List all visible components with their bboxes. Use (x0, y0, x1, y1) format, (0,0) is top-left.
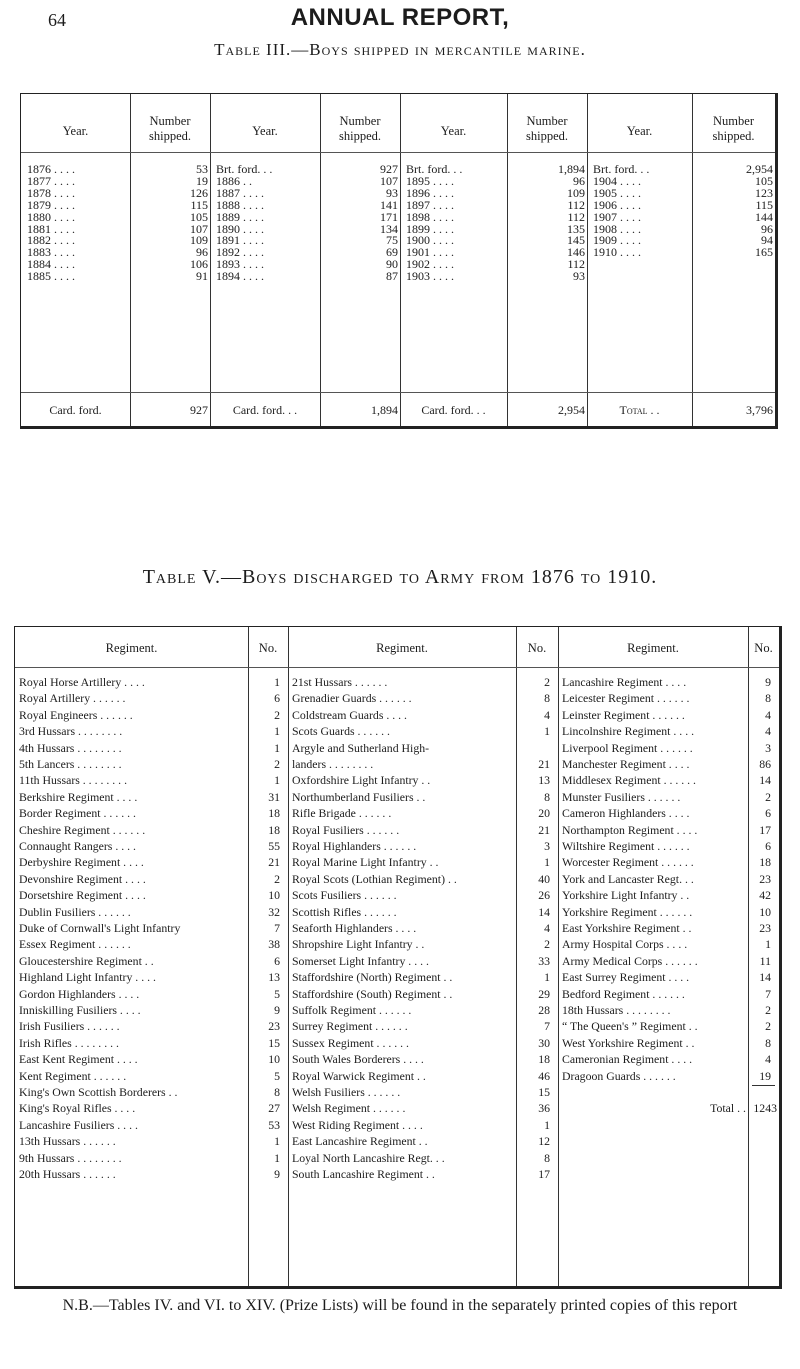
table5-regiment-cell: 21st Hussars . . . . . . (292, 675, 388, 689)
table5-regiment-cell: Irish Fusiliers . . . . . . (19, 1019, 120, 1034)
table5-regiment-cell: Royal Scots (Lothian Regiment) . . (292, 871, 457, 886)
table5-regiment-cell: 5th Lancers . . . . . . . . (19, 757, 122, 771)
table5-regiment-cell: Staffordshire (North) Regiment . . (292, 970, 453, 985)
table5-count-cell: 1 (544, 855, 550, 870)
table5-regiment-cell: Lancashire Regiment . . . . (562, 675, 687, 689)
table3-number-cell: 115 (190, 197, 208, 212)
table5-regiment-cell: Liverpool Regiment . . . . . . (562, 740, 693, 755)
table5-count-cell: 3 (544, 839, 550, 853)
table3-year-cell: 1894 . . . . (216, 269, 264, 284)
table5-count-cell: 21 (538, 822, 550, 837)
table5-regiment-cell: Lancashire Fusiliers . . . . (19, 1117, 138, 1132)
table3-year-cell: 1906 . . . . (593, 197, 641, 212)
table5-count-cell: 15 (268, 1035, 280, 1050)
table5-regiment-cell: Scots Guards . . . . . . (292, 724, 390, 739)
table5-count-cell: 10 (268, 1052, 280, 1067)
table3-number-cell: 123 (755, 185, 773, 200)
table3-number-cell: 109 (190, 233, 208, 248)
table5-regiment-cell: Welsh Fusiliers . . . . . . (292, 1085, 401, 1099)
table5-regiment-cell: East Kent Regiment . . . . (19, 1052, 138, 1067)
table3-year-cell: 1891 . . . . (216, 233, 264, 248)
table5-regiment-cell: Gordon Highlanders . . . . (19, 986, 140, 1001)
table5-regiment-cell: Northampton Regiment . . . . (562, 822, 698, 837)
table3-year-cell: 1888 . . . . (216, 197, 264, 212)
table3-number-cell: 90 (386, 257, 398, 272)
table3-year-cell: 1899 . . . . (406, 221, 454, 236)
table5-regiment-cell: East Surrey Regiment . . . . (562, 970, 690, 985)
table3-total-label: Card. ford. . . (232, 403, 298, 417)
table5-regiment-cell: Army Hospital Corps . . . . (562, 937, 688, 952)
table5-regiment-cell: landers . . . . . . . . (292, 757, 374, 771)
table3-total-label: Card. ford. (49, 403, 102, 417)
table5-regiment-cell: Irish Rifles . . . . . . . . (19, 1035, 119, 1050)
table5-count-cell: 42 (759, 888, 771, 903)
table3-number-cell: 75 (386, 233, 398, 248)
table5-count-cell: 6 (765, 806, 771, 821)
table3-number-cell: 96 (573, 173, 585, 188)
table5-regiment-cell: Royal Warwick Regiment . . (292, 1068, 426, 1083)
table3-column-rule (692, 94, 693, 426)
table3-header-number: Number shipped. (338, 114, 381, 143)
table3-total-number: 1,894 (371, 403, 398, 417)
table5-count-cell: 6 (274, 691, 280, 706)
table5-regiment-cell: 9th Hussars . . . . . . . . (19, 1150, 122, 1165)
table5-regiment-cell: Suffolk Regiment . . . . . . (292, 1003, 412, 1017)
table5-count-cell: 5 (274, 986, 280, 1001)
table5-count-cell: 2 (274, 871, 280, 886)
table5-count-cell: 4 (765, 724, 771, 739)
table5-regiment-cell: Royal Engineers . . . . . . (19, 707, 133, 722)
table5-count-cell: 6 (274, 953, 280, 968)
table5-army-discharges (14, 626, 782, 1289)
table5-regiment-cell: West Yorkshire Regiment . . (562, 1035, 695, 1050)
table5-count-cell: 18 (759, 855, 771, 870)
table3-number-cell: 145 (567, 233, 585, 248)
table3-number-cell: 53 (196, 162, 208, 176)
table5-regiment-cell: Cheshire Regiment . . . . . . (19, 822, 146, 837)
table5-regiment-cell: Royal Highlanders . . . . . . (292, 839, 417, 853)
table5-count-cell: 2 (765, 1003, 771, 1017)
table3-year-cell: 1876 . . . . (27, 162, 75, 176)
table3-number-cell: 96 (196, 245, 208, 260)
table3-caption: Table III.—Boys shipped in mercantile marine. (214, 40, 586, 59)
table3-number-cell: 93 (573, 269, 585, 284)
table3-column-rule (587, 94, 588, 426)
table5-regiment-cell: Royal Horse Artillery . . . . (19, 675, 145, 689)
table5-count-cell: 21 (538, 757, 550, 771)
table3-number-cell: 112 (567, 209, 585, 224)
table5-column-rule (558, 627, 559, 1286)
table3-year-cell: Brt. ford. . . (593, 162, 650, 176)
table5-count-cell: 17 (538, 1167, 550, 1181)
table3-number-cell: 94 (761, 233, 773, 248)
table5-regiment-cell: Wiltshire Regiment . . . . . . (562, 839, 690, 853)
table3-year-cell: 1904 . . . . (593, 173, 641, 188)
table5-regiment-cell: Dublin Fusiliers . . . . . . (19, 904, 131, 919)
table3-year-cell: 1898 . . . . (406, 209, 454, 224)
table3-year-cell: 1890 . . . . (216, 221, 264, 236)
table5-count-cell: 8 (274, 1085, 280, 1099)
table5-regiment-cell: King's Own Scottish Borderers . . (19, 1085, 178, 1099)
table5-regiment-cell: Yorkshire Regiment . . . . . . (562, 904, 693, 919)
table5-count-cell: 29 (538, 986, 550, 1001)
table5-count-cell: 2 (765, 1019, 771, 1034)
table3-number-cell: 106 (190, 257, 208, 272)
table5-count-cell: 4 (765, 1052, 771, 1067)
page-number: 64 (48, 10, 66, 30)
table5-regiment-cell: Seaforth Highlanders . . . . (292, 921, 417, 935)
table5-count-cell: 36 (538, 1101, 550, 1116)
table5-count-cell: 20 (538, 806, 550, 821)
table3-year-cell: 1908 . . . . (593, 221, 641, 236)
table3-number-cell: 126 (190, 185, 208, 200)
table3-year-cell: 1885 . . . . (27, 269, 75, 284)
table5-count-cell: 18 (538, 1052, 550, 1067)
table3-year-cell: 1881 . . . . (27, 221, 75, 236)
table5-header-rule (15, 667, 779, 668)
table3-number-cell: 69 (386, 245, 398, 260)
table5-count-cell: 7 (274, 921, 280, 935)
table5-regiment-cell: 18th Hussars . . . . . . . . (562, 1003, 671, 1017)
table5-regiment-cell: Northumberland Fusiliers . . (292, 789, 426, 804)
table5-regiment-cell: Connaught Rangers . . . . (19, 839, 136, 853)
table5-count-cell: 4 (544, 707, 550, 722)
table3-year-cell: 1900 . . . . (406, 233, 454, 248)
table3-year-cell: 1880 . . . . (27, 209, 75, 224)
table5-regiment-cell: West Riding Regiment . . . . (292, 1117, 423, 1132)
table5-count-cell: 2 (765, 789, 771, 804)
table3-header-rule (21, 152, 775, 153)
table3-number-cell: 105 (755, 173, 773, 188)
table5-regiment-cell: South Lancashire Regiment . . (292, 1167, 435, 1181)
table5-count-cell: 1 (544, 970, 550, 985)
table5-count-cell: 13 (268, 970, 280, 985)
table5-regiment-cell: Inniskilling Fusiliers . . . . (19, 1003, 141, 1017)
table3-number-cell: 87 (386, 269, 398, 284)
table5-count-cell: 6 (765, 839, 771, 853)
table3-number-cell: 144 (755, 209, 773, 224)
table5-count-cell: 8 (544, 1150, 550, 1165)
table3-header-year: Year. (440, 124, 467, 138)
table3-year-cell: 1909 . . . . (593, 233, 641, 248)
table5-count-cell: 27 (268, 1101, 280, 1116)
table5-count-cell: 4 (765, 707, 771, 722)
table5-count-cell: 30 (538, 1035, 550, 1050)
table5-count-cell: 1 (544, 1117, 550, 1132)
table5-regiment-cell: King's Royal Rifles . . . . (19, 1101, 136, 1116)
table5-count-cell: 11 (759, 953, 771, 968)
table3-number-cell: 1,894 (558, 162, 585, 176)
table5-count-cell: 15 (538, 1085, 550, 1099)
table3-year-cell: 1884 . . . . (27, 257, 75, 272)
table5-count-cell: 21 (268, 855, 280, 870)
table5-regiment-cell: Kent Regiment . . . . . . (19, 1068, 127, 1083)
table3-number-cell: 112 (567, 257, 585, 272)
table3-number-cell: 927 (380, 162, 398, 176)
table5-regiment-cell: Staffordshire (South) Regiment . . (292, 986, 453, 1001)
table5-count-cell: 46 (538, 1068, 550, 1083)
table3-number-cell: 105 (190, 209, 208, 224)
table3-year-cell: 1903 . . . . (406, 269, 454, 284)
table5-regiment-cell: Border Regiment . . . . . . (19, 806, 136, 821)
table3-mercantile-marine (20, 93, 778, 429)
table5-regiment-cell: Dragoon Guards . . . . . . (562, 1068, 676, 1083)
table5-total-rule (752, 1085, 775, 1086)
table5-count-cell: 1 (274, 724, 280, 739)
table5-regiment-cell: Welsh Regiment . . . . . . (292, 1101, 406, 1116)
table3-column-rule (400, 94, 401, 426)
table5-count-cell: 7 (544, 1019, 550, 1034)
table5-regiment-cell: Duke of Cornwall's Light Infantry (19, 921, 181, 935)
table5-caption: Table V.—Boys discharged to Army from 1876 to 1910. (142, 566, 658, 588)
table3-header-number: Number shipped. (148, 114, 191, 143)
table5-regiment-cell: Loyal North Lancashire Regt. . . (292, 1150, 445, 1165)
table5-count-cell: 14 (759, 970, 771, 985)
table5-count-cell: 38 (268, 937, 280, 952)
table5-regiment-cell: Munster Fusiliers . . . . . . (562, 789, 681, 804)
table5-header-no: No. (527, 641, 547, 655)
table3-number-cell: 165 (755, 245, 773, 260)
table5-count-cell: 2 (274, 707, 280, 722)
table5-regiment-cell: Worcester Regiment . . . . . . (562, 855, 694, 870)
table5-regiment-cell: 20th Hussars . . . . . . (19, 1167, 116, 1181)
table3-number-cell: 146 (567, 245, 585, 260)
table3-year-cell: Brt. ford. . . (216, 162, 273, 176)
table5-count-cell: 8 (544, 691, 550, 706)
footnote: N.B.—Tables IV. and VI. to XIV. (Prize Lists) will be found in the separately printed copies of this report (62, 1297, 738, 1314)
table5-regiment-cell: Derbyshire Regiment . . . . (19, 855, 144, 870)
table3-year-cell: 1883 . . . . (27, 245, 75, 260)
table5-regiment-cell: Cameronian Regiment . . . . (562, 1052, 693, 1067)
table5-regiment-cell: Somerset Light Infantry . . . . (292, 953, 429, 968)
table5-regiment-cell: Royal Fusiliers . . . . . . (292, 822, 400, 837)
table5-count-cell: 18 (268, 806, 280, 821)
table5-count-cell: 1 (274, 675, 280, 689)
table3-number-cell: 107 (380, 173, 398, 188)
table3-total-label: Card. ford. . . (421, 403, 486, 417)
table3-year-cell: 1895 . . . . (406, 173, 454, 188)
table5-regiment-cell: East Lancashire Regiment . . (292, 1134, 428, 1149)
table5-regiment-cell: Dorsetshire Regiment . . . . (19, 888, 146, 903)
table3-header-number: Number shipped. (525, 114, 568, 143)
table5-regiment-cell: Scots Fusiliers . . . . . . (292, 888, 397, 903)
table5-regiment-cell: Leicester Regiment . . . . . . (562, 691, 690, 706)
table5-count-cell: 40 (538, 871, 550, 886)
table5-count-cell: 23 (759, 871, 771, 886)
table5-count-cell: 55 (268, 839, 280, 853)
table3-number-cell: 91 (196, 269, 208, 284)
table5-regiment-cell: Sussex Regiment . . . . . . (292, 1035, 409, 1050)
table3-number-cell: 96 (761, 221, 773, 236)
table5-count-cell: 23 (759, 921, 771, 935)
table5-regiment-cell: Leinster Regiment . . . . . . (562, 707, 685, 722)
table5-regiment-cell: 4th Hussars . . . . . . . . (19, 740, 122, 755)
table5-count-cell: 18 (268, 822, 280, 837)
table3-number-cell: 93 (386, 185, 398, 200)
table5-count-cell: 14 (538, 904, 550, 919)
table5-regiment-cell: 13th Hussars . . . . . . (19, 1134, 116, 1149)
table5-regiment-cell: Scottish Rifles . . . . . . (292, 904, 397, 919)
table5-count-cell: 9 (274, 1167, 280, 1181)
table5-count-cell: 8 (544, 789, 550, 804)
table5-count-cell: 8 (765, 691, 771, 706)
table5-count-cell: 17 (759, 822, 771, 837)
table5-count-cell: 1 (274, 740, 280, 755)
table5-count-cell: 23 (268, 1019, 280, 1034)
table3-total-number: 3,796 (746, 403, 773, 417)
table5-count-cell: 28 (538, 1003, 550, 1017)
table3-year-cell: 1905 . . . . (593, 185, 641, 200)
table3-year-cell: 1907 . . . . (593, 209, 641, 224)
table5-count-cell: 2 (544, 937, 550, 952)
table5-regiment-cell: Surrey Regiment . . . . . . (292, 1019, 408, 1034)
table3-number-cell: 109 (567, 185, 585, 200)
table3-year-cell: 1877 . . . . (27, 173, 75, 188)
table5-total-label: Total . . (710, 1101, 746, 1116)
table3-year-cell: 1910 . . . . (593, 245, 641, 260)
table3-header-year: Year. (626, 124, 653, 138)
table5-header-regiment: Regiment. (627, 641, 679, 655)
table5-column-rule (288, 627, 289, 1286)
table3-year-cell: 1897 . . . . (406, 197, 454, 212)
table3-number-cell: 141 (380, 197, 398, 212)
table5-count-cell: 2 (274, 757, 280, 771)
table5-count-cell: 86 (759, 757, 771, 771)
table5-regiment-cell: Highland Light Infantry . . . . (19, 970, 156, 985)
table5-regiment-cell: South Wales Borderers . . . . (292, 1052, 424, 1067)
table5-count-cell: 1 (544, 724, 550, 739)
table3-header-year: Year. (252, 124, 278, 138)
table5-count-cell: 53 (268, 1117, 280, 1132)
table3-number-cell: 135 (567, 221, 585, 236)
table5-count-cell: 10 (268, 888, 280, 903)
table5-regiment-cell: Devonshire Regiment . . . . (19, 871, 146, 886)
table5-regiment-cell: York and Lancaster Regt. . . (562, 871, 694, 886)
table5-count-cell: 19 (759, 1068, 771, 1083)
table3-total-label: Total . . (619, 403, 660, 417)
table5-regiment-cell: Bedford Regiment . . . . . . (562, 986, 685, 1001)
table5-regiment-cell: Rifle Brigade . . . . . . (292, 806, 392, 821)
table5-count-cell: 1 (765, 937, 771, 952)
table3-year-cell: 1892 . . . . (216, 245, 264, 260)
table5-regiment-cell: Yorkshire Light Infantry . . (562, 888, 690, 903)
table5-regiment-cell: Gloucestershire Regiment . . (19, 953, 154, 968)
table5-regiment-cell: Manchester Regiment . . . . (562, 757, 690, 771)
table3-year-cell: 1887 . . . . (216, 185, 264, 200)
table3-year-cell: 1889 . . . . (216, 209, 264, 224)
table3-year-cell: 1893 . . . . (216, 257, 264, 272)
table3-number-cell: 19 (196, 173, 208, 188)
table5-count-cell: 5 (274, 1068, 280, 1083)
table5-regiment-cell: Coldstream Guards . . . . (292, 707, 408, 722)
table3-total-number: 927 (190, 403, 208, 417)
table5-count-cell: 26 (538, 888, 550, 903)
table5-regiment-cell: Lincolnshire Regiment . . . . (562, 724, 695, 739)
table5-regiment-cell: “ The Queen's ” Regiment . . (562, 1019, 698, 1034)
table5-regiment-cell: East Yorkshire Regiment . . (562, 921, 692, 935)
table3-column-rule (210, 94, 211, 426)
table5-header-no: No. (754, 641, 773, 655)
table3-year-cell: Brt. ford. . . (406, 162, 463, 176)
table5-count-cell: 8 (765, 1035, 771, 1050)
table5-count-cell: 4 (544, 921, 550, 935)
table5-header-no: No. (258, 641, 278, 655)
table3-year-cell: 1896 . . . . (406, 185, 454, 200)
table5-count-cell: 13 (538, 773, 550, 788)
table5-count-cell: 32 (268, 904, 280, 919)
table3-number-cell: 2,954 (746, 162, 773, 176)
table3-total-rule (21, 392, 775, 393)
table5-total-number: 1243 (753, 1101, 777, 1116)
table5-count-cell: 9 (765, 675, 771, 689)
table3-number-cell: 112 (567, 197, 585, 212)
table5-count-cell: 7 (765, 986, 771, 1001)
table5-count-cell: 3 (765, 740, 771, 755)
table3-year-cell: 1901 . . . . (406, 245, 454, 260)
table3-header-year: Year. (62, 124, 89, 138)
table3-year-cell: 1886 . . (216, 173, 252, 188)
table5-regiment-cell: 3rd Hussars . . . . . . . . (19, 724, 123, 739)
table5-regiment-cell: Argyle and Sutherland High- (292, 740, 430, 755)
table5-regiment-cell: Royal Marine Light Infantry . . (292, 855, 439, 870)
table5-regiment-cell: Army Medical Corps . . . . . . (562, 953, 698, 968)
page-header-title: ANNUAL REPORT, (290, 4, 510, 31)
table5-regiment-cell: Royal Artillery . . . . . . (19, 691, 126, 706)
table5-regiment-cell: Grenadier Guards . . . . . . (292, 691, 412, 706)
table5-count-cell: 31 (268, 789, 280, 804)
table5-count-cell: 10 (759, 904, 771, 919)
table5-count-cell: 33 (538, 953, 550, 968)
table3-total-number: 2,954 (558, 403, 585, 417)
table3-number-cell: 134 (380, 221, 398, 236)
table3-number-cell: 171 (380, 209, 398, 224)
table3-year-cell: 1882 . . . . (27, 233, 75, 248)
table5-regiment-cell: 11th Hussars . . . . . . . . (19, 773, 128, 788)
table5-regiment-cell: Middlesex Regiment . . . . . . (562, 773, 697, 788)
table3-number-cell: 115 (755, 197, 773, 212)
table3-number-cell: 107 (190, 221, 208, 236)
table3-year-cell: 1879 . . . . (27, 197, 75, 212)
table5-count-cell: 2 (544, 675, 550, 689)
table3-year-cell: 1878 . . . . (27, 185, 75, 200)
table5-header-regiment: Regiment. (105, 641, 158, 655)
table5-count-cell: 1 (274, 1150, 280, 1165)
table5-count-cell: 9 (274, 1003, 280, 1017)
table5-regiment-cell: Essex Regiment . . . . . . (19, 937, 131, 952)
table5-regiment-cell: Shropshire Light Infantry . . (292, 937, 425, 952)
table5-count-cell: 1 (274, 1134, 280, 1149)
table3-header-number: Number shipped. (712, 114, 755, 143)
table3-year-cell: 1902 . . . . (406, 257, 454, 272)
table5-regiment-cell: Oxfordshire Light Infantry . . (292, 773, 431, 788)
table5-count-cell: 1 (274, 773, 280, 788)
table5-header-regiment: Regiment. (376, 641, 428, 655)
table5-regiment-cell: Cameron Highlanders . . . . (562, 806, 690, 821)
table5-count-cell: 14 (759, 773, 771, 788)
table5-count-cell: 12 (538, 1134, 550, 1149)
table5-regiment-cell: Berkshire Regiment . . . . (19, 789, 138, 804)
